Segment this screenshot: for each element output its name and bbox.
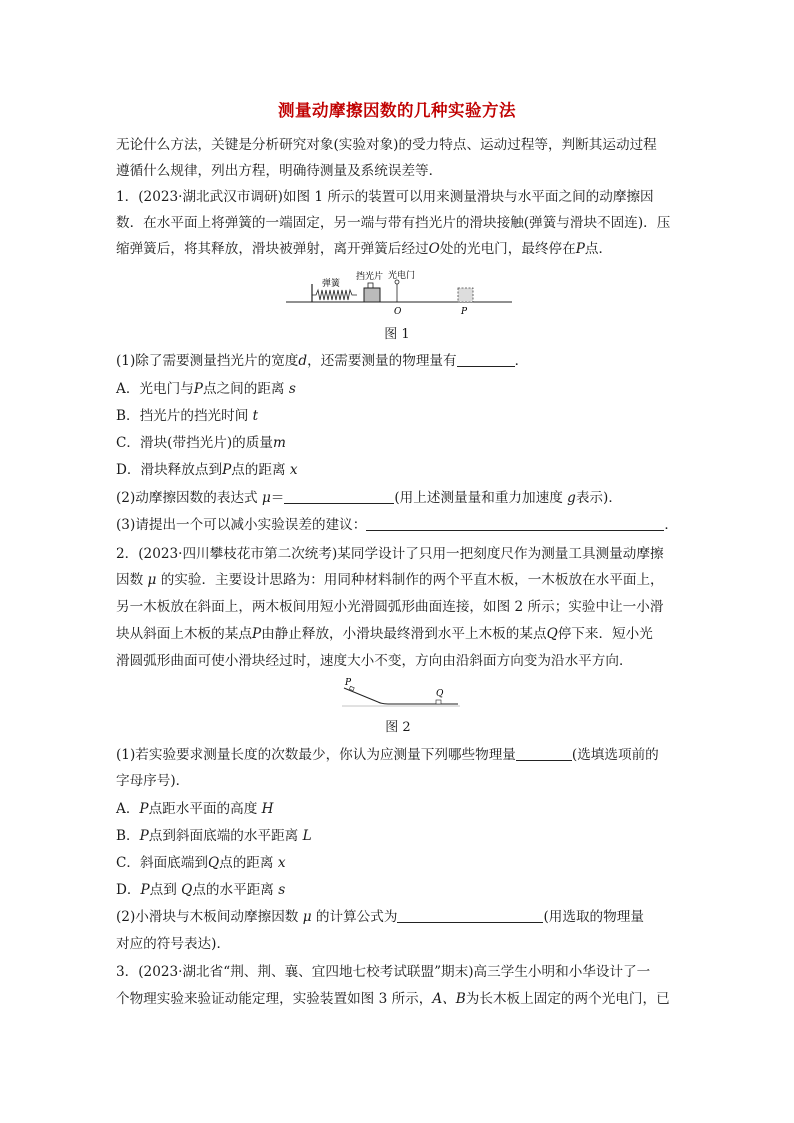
q2-option-a: A．P点距水平面的高度 H: [116, 801, 274, 817]
fig1-shutter-label: 挡光片: [356, 272, 384, 282]
intro-line-2: 遵循什么规律，列出方程，明确待测量及系统误差等．: [116, 163, 443, 179]
q2-stem-line-1: 2．(2023·四川攀枝花市第二次统考)某同学设计了只用一把刻度尺作为测量工具测量动摩擦: [116, 546, 664, 562]
q1-stem-line-3: 缩弹簧后，将其释放，滑块被弹射，离开弹簧后经过O处的光电门，最终停在P点．: [116, 241, 613, 257]
figure-2-caption: 图 2: [385, 720, 411, 735]
fig2-slider-q: [436, 700, 441, 704]
q3-stem-line-2: 个物理实验来验证动能定理，实验装置如图 3 所示，A、B为长木板上固定的两个光电门，已: [116, 991, 670, 1007]
q2-sub2-line-2: 对应的符号表达)．: [116, 936, 231, 952]
q1-option-b: B．挡光片的挡光时间 t: [116, 408, 259, 424]
q1-option-d: D．滑块释放点到P点的距离 x: [116, 462, 298, 478]
q1-sub1-answer-blank[interactable]: [457, 354, 515, 367]
fig1-spring: [312, 290, 357, 300]
q1-sub2-answer-blank[interactable]: [284, 491, 394, 504]
q1-option-c: C．滑块(带挡光片)的质量m: [116, 435, 286, 451]
q1-sub1: (1)除了需要测量挡光片的宽度d，还需要测量的物理量有 ．: [116, 353, 529, 369]
q1-stem-line-2: 数．在水平面上将弹簧的一端固定，另一端与带有挡光片的滑块接触(弹簧与滑块不固连)．压: [116, 215, 671, 231]
q2-stem-line-4: 块从斜面上木板的某点P由静止释放，小滑块最终滑到水平上木板的某点Q停下来．短小光: [116, 626, 653, 642]
fig2-incline: [344, 688, 378, 702]
q2-sub1-line-1: (1)若实验要求测量长度的次数最少，你认为应测量下列哪些物理量 (选填选项前的: [116, 747, 659, 763]
q2-sub2-answer-blank[interactable]: [397, 910, 543, 923]
q1-sub3-answer-blank[interactable]: [366, 518, 664, 531]
intro-line-1: 无论什么方法，关键是分析研究对象(实验对象)的受力特点、运动过程等，判断其运动过程: [116, 137, 657, 153]
fig1-block-stopped: [458, 288, 473, 302]
fig1-gate-label: 光电门: [388, 271, 416, 281]
q2-stem-line-3: 另一木板放在斜面上，两木板间用短小光滑圆弧形曲面连接，如图 2 所示；实验中让一小滑: [116, 599, 664, 615]
fig1-p-label: P: [461, 307, 468, 317]
page-title: 测量动摩擦因数的几种实验方法: [278, 101, 516, 120]
q2-stem-line-5: 滑圆弧形曲面可使小滑块经过时，速度大小不变，方向由沿斜面方向变为沿水平方向．: [116, 653, 633, 669]
fig1-o-label: O: [394, 307, 402, 317]
q1-sub3: (3)请提出一个可以减小实验误差的建议： ．: [116, 517, 678, 533]
figure-1-diagram: [280, 266, 520, 320]
q2-sub2-line-1: (2)小滑块与木板间动摩擦因数 μ 的计算公式为 (用选取的物理量: [116, 909, 644, 925]
q2-sub1-answer-blank[interactable]: [516, 748, 572, 761]
q1-sub2: (2)动摩擦因数的表达式 μ＝ (用上述测量量和重力加速度 g表示)．: [116, 490, 622, 506]
fig2-q-label: Q: [436, 689, 444, 699]
fig1-shutter: [368, 283, 373, 288]
q2-option-b: B．P点到斜面底端的水平距离 L: [116, 828, 312, 844]
q2-option-c: C．斜面底端到Q点的距离 x: [116, 855, 286, 871]
q2-option-d: D．P点到 Q点的水平距离 s: [116, 882, 286, 898]
fig1-block: [364, 288, 380, 302]
fig2-arc: [378, 702, 388, 704]
q2-stem-line-2: 因数 μ 的实验．主要设计思路为：用同种材料制作的两个平直木板，一木板放在水平面上，: [116, 572, 664, 588]
fig2-p-label: P: [345, 678, 352, 688]
fig1-spring-label: 弹簧: [322, 279, 341, 289]
q1-option-a: A．光电门与P点之间的距离 s: [116, 381, 296, 397]
q1-stem-line-1: 1．(2023·湖北武汉市调研)如图 1 所示的装置可以用来测量滑块与水平面之间的动摩擦因: [116, 189, 654, 205]
figure-1-caption: 图 1: [384, 327, 410, 342]
figure-2-diagram: [340, 676, 462, 712]
q3-stem-line-1: 3．(2023·湖北省“荆、荆、襄、宜四地七校考试联盟”期末)高三学生小明和小华设计了一: [116, 964, 651, 980]
q2-sub1-line-2: 字母序号)．: [116, 773, 190, 789]
